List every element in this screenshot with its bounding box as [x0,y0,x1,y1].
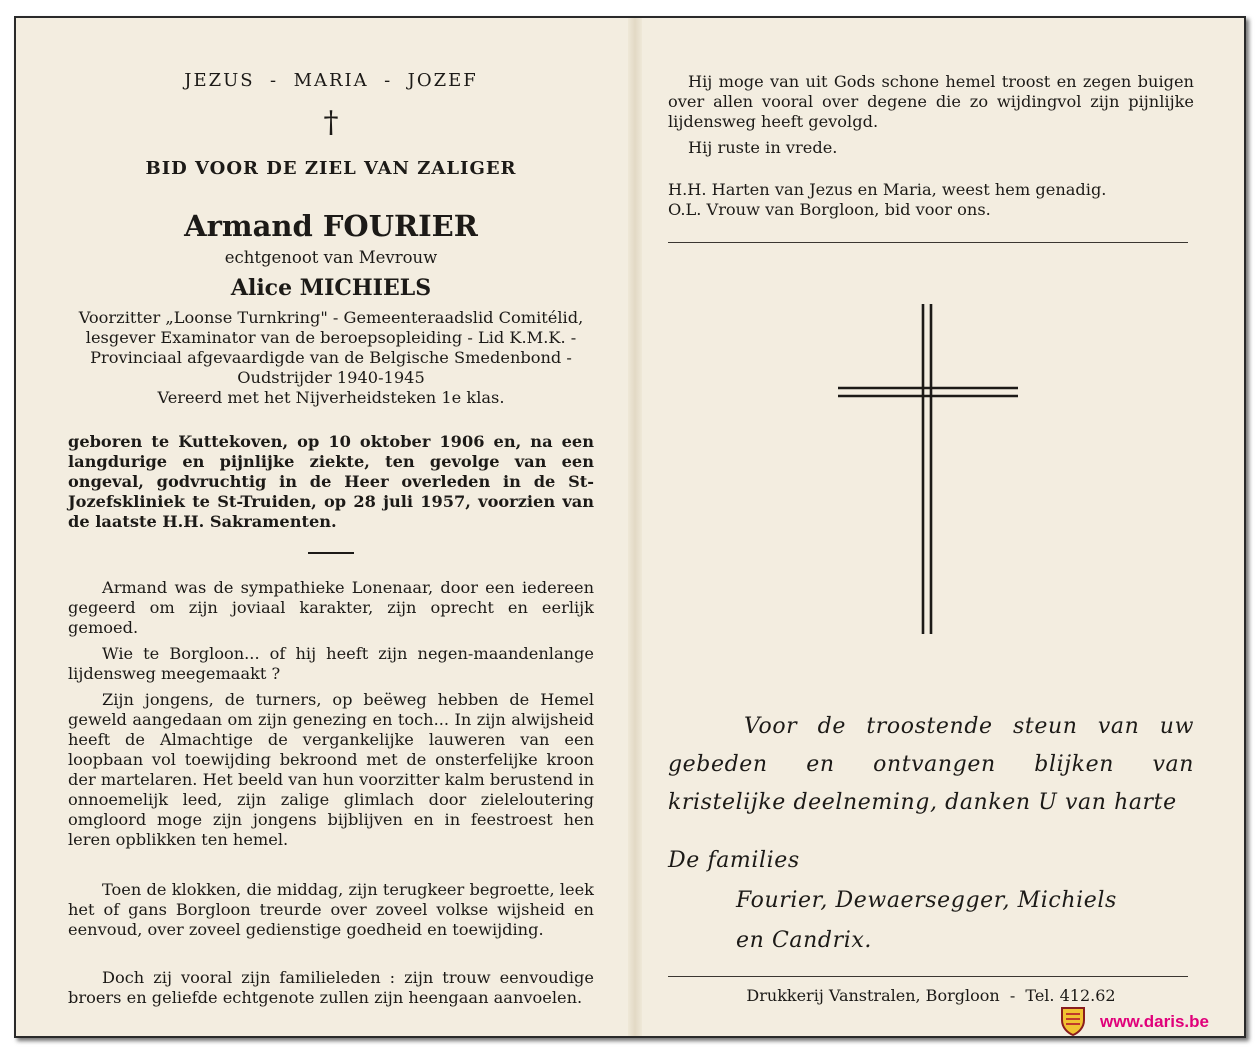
spouse-line: echtgenoot van Mevrouw [224,248,438,267]
cross-icon [838,304,1018,634]
families-last: en Candrix. [736,928,872,953]
deceased-name: Armand FOURIER [184,209,478,243]
spouse-name: Alice MICHIELS [230,275,432,301]
thanks-text: Voor de troostende steun van uw gebeden en ontvangen blijken van kristelijke deelneming, danken U van harte [668,714,1194,815]
watermark-text: www.daris.be [1100,1012,1209,1031]
paragraph-3: Zijn jongens, de turners, op beëweg hebben de Hemel geweld aangedaan om zijn genezing en toch... In zijn alwijsheid heeft de Almachtige de vergankelijke lauweren van een loopbaan vol toewijding bekroond met de onsterfelijke kroon der martelaren. Het beeld van hun voorzitter kalm berustend in onnoemelijk leed, zijn zalige glimlach door zieleloutering omgloord moge zijn jongens bijblijven en in feestroest hen leren opblikken ten hemel. [68,690,594,849]
titles-text: Voorzitter „Loonse Turnkring" - Gemeenteraadslid Comitélid, lesgever Examinator van de beroepsopleiding - Lid K.M.K. - Provinciaal afgevaardigde van de Belgische Smedenbond - Oudstrijder 1940-1945 [78,308,584,387]
bottom-divider [668,976,1188,977]
prayer-heading: BID VOOR DE ZIEL VAN ZALIGER [145,158,517,179]
life-dates: geboren te Kuttekoven, op 10 oktober 1906 en, na een langdurige en pijnlijke ziekte, ten gevolge van een ongeval, godvruchtig in de Heer overleden in de St-Jozefskliniek te St-Truiden, op 28 juli 1957, voorzien van de laatste H.H. Sakramenten. [68,432,594,531]
families-names: Fourier, Dewaersegger, Michiels [736,888,1117,913]
families-heading: De families [668,848,800,873]
shield-icon [1060,1006,1086,1036]
invocation-lady: O.L. Vrouw van Borgloon, bid voor ons. [668,200,991,219]
cross-symbol: † [323,105,339,140]
memorial-card [14,16,1246,1038]
honor-text: Vereerd met het Nijverheidsteken 1e klas. [157,388,505,407]
invocation: JEZUS - MARIA - JOZEF [184,70,478,91]
invocation-hearts: H.H. Harten van Jezus en Maria, weest hem genadig. [668,180,1107,199]
paragraph-2: Wie te Borgloon... of hij heeft zijn negen-maandenlange lijdensweg meegemaakt ? [68,644,594,683]
paragraph-5: Doch zij vooral zijn familieleden : zijn trouw eenvoudige broers en geliefde echtgenote zullen zijn heengaan aanvoelen. [68,968,594,1007]
top-divider [668,242,1188,243]
card-fold [628,18,642,1036]
paragraph-4: Toen de klokken, die middag, zijn terugkeer begroette, leek het of gans Borgloon treurde over zoveel volkse wijsheid en eenvoud, over zoveel gedienstige goedheid en toewijding. [68,880,594,939]
paragraph-1: Armand was de sympathieke Lonenaar, door een iedereen gegeerd om zijn joviaal karakter, zijn oprecht en eerlijk gemoed. [68,578,594,637]
separator-dash [308,552,354,554]
closing-prayer: Hij moge van uit Gods schone hemel troost en zegen buigen over allen vooral over degene die zo wijdingvol zijn pijnlijke lijdensweg heeft gevolgd. [668,72,1194,131]
printer-line: Drukkerij Vanstralen, Borgloon - Tel. 412.62 [746,986,1116,1005]
rest-in-peace: Hij ruste in vrede. [688,138,838,157]
